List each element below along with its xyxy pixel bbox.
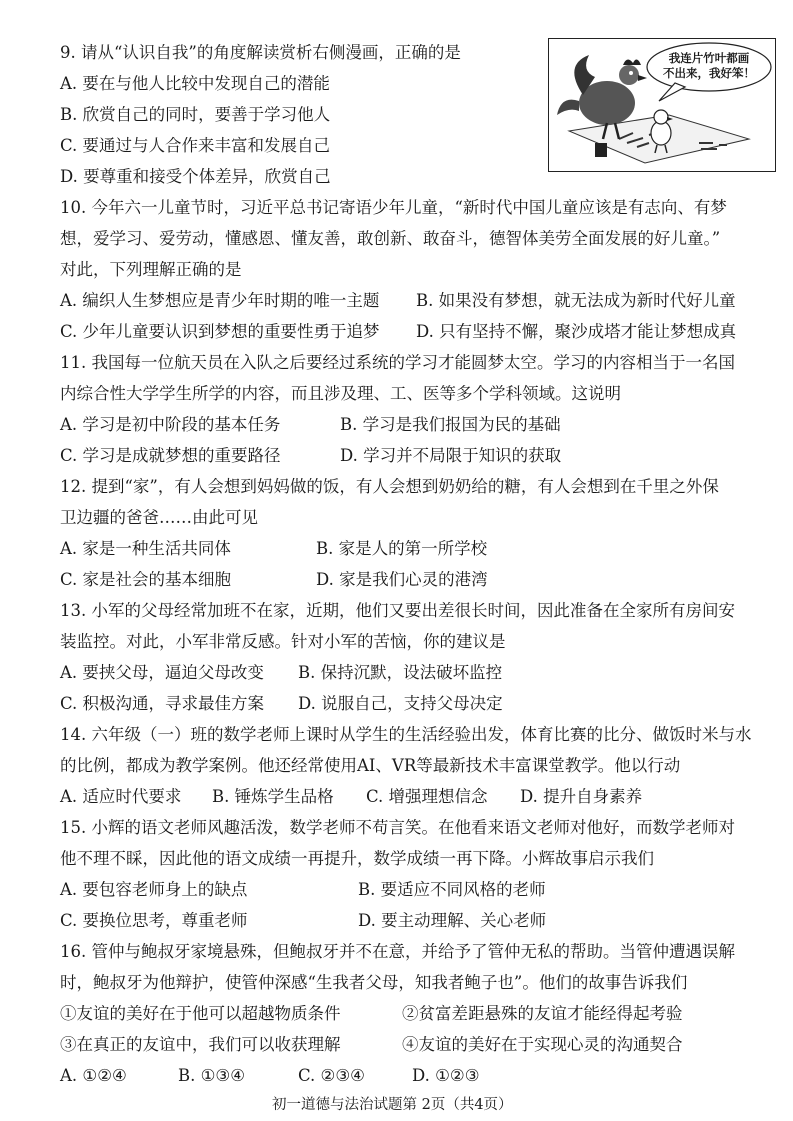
- question-15-option-c: C. 要换位思考，尊重老师: [60, 911, 248, 930]
- question-13-option-c: C. 积极沟通，寻求最佳方案: [60, 694, 265, 713]
- question-9-option-b: B. 欣赏自己的同时，要善于学习他人: [60, 105, 331, 124]
- question-15-option-a: A. 要包容老师身上的缺点: [60, 880, 248, 899]
- question-12-option-d: D. 家是我们心灵的港湾: [316, 570, 488, 589]
- question-12-option-a: A. 家是一种生活共同体: [60, 539, 231, 558]
- question-11-option-c: C. 学习是成就梦想的重要路径: [60, 446, 281, 465]
- question-14-stem-line-1: 14. 六年级（一）班的数学老师上课时从学生的生活经验出发，体育比赛的比分、做饭时米与水: [60, 725, 752, 744]
- question-12-option-b: B. 家是人的第一所学校: [316, 539, 488, 558]
- question-13-stem-line-1: 13. 小军的父母经常加班不在家，近期，他们又要出差很长时间，因此准备在全家所有房间安: [60, 601, 735, 620]
- question-16-statement-1: ①友谊的美好在于他可以超越物质条件: [60, 1004, 341, 1023]
- question-16-stem-line-1: 16. 管仲与鲍叔牙家境悬殊，但鲍叔牙并不在意，并给予了管仲无私的帮助。当管仲遭遇误解: [60, 942, 735, 961]
- question-14-stem-line-2: 的比例，都成为教学案例。他还经常使用AI、VR等最新技术丰富课堂教学。他以行动: [60, 756, 681, 775]
- question-14-option-c: C. 增强理想信念: [366, 787, 488, 806]
- question-16-option-d: D. ①②③: [412, 1066, 480, 1085]
- cartoon-image: [548, 38, 776, 172]
- question-16-statement-2: ②贫富差距悬殊的友谊才能经得起考验: [402, 1004, 683, 1023]
- question-16-statement-4: ④友谊的美好在于实现心灵的沟通契合: [402, 1035, 683, 1054]
- question-15-stem-line-1: 15. 小辉的语文老师风趣活泼，数学老师不苟言笑。在他看来语文老师对他好，而数学老师对: [60, 818, 735, 837]
- question-13-option-a: A. 要挟父母，逼迫父母改变: [60, 663, 264, 682]
- question-14-option-b: B. 锤炼学生品格: [212, 787, 334, 806]
- question-13-option-d: D. 说服自己，支持父母决定: [298, 694, 503, 713]
- question-16-option-a: A. ①②④: [60, 1066, 127, 1085]
- question-12-stem-line-1: 12. 提到“家”，有人会想到妈妈做的饭，有人会想到奶奶给的糖，有人会想到在千里之外保: [60, 477, 719, 496]
- question-15-option-d: D. 要主动理解、关心老师: [358, 911, 547, 930]
- question-10-stem-line-3: 对此，下列理解正确的是: [60, 260, 242, 279]
- cartoon-bubble-line-2: 不出来，我好笨！: [663, 66, 755, 80]
- question-11-option-a: A. 学习是初中阶段的基本任务: [60, 415, 281, 434]
- cartoon-bubble-line-1: 我连片竹叶都画: [668, 51, 750, 65]
- question-11-stem-line-1: 11. 我国每一位航天员在入队之后要经过系统的学习才能圆梦太空。学习的内容相当于一名国: [60, 353, 735, 372]
- question-10-stem-line-1: 10. 今年六一儿童节时，习近平总书记寄语少年儿童，“新时代中国儿童应该是有志向、有梦: [60, 198, 727, 217]
- question-10-option-d: D. 只有坚持不懈，聚沙成塔才能让梦想成真: [416, 322, 737, 341]
- question-16-stem-line-2: 时，鲍叔牙为他辩护，使管仲深感“生我者父母，知我者鲍子也”。他们的故事告诉我们: [60, 973, 688, 992]
- question-13-option-b: B. 保持沉默，设法破坏监控: [298, 663, 503, 682]
- question-9-option-a: A. 要在与他人比较中发现自己的潜能: [60, 74, 330, 93]
- question-10-option-a: A. 编织人生梦想应是青少年时期的唯一主题: [60, 291, 380, 310]
- question-14-option-a: A. 适应时代要求: [60, 787, 182, 806]
- question-11-stem-line-2: 内综合性大学学生所学的内容，而且涉及理、工、医等多个学科领域。这说明: [60, 384, 621, 403]
- question-16-option-c: C. ②③④: [298, 1066, 365, 1085]
- question-16-option-b: B. ①③④: [178, 1066, 245, 1085]
- question-16-statement-3: ③在真正的友谊中，我们可以收获理解: [60, 1035, 341, 1054]
- question-13-stem-line-2: 装监控。对此，小军非常反感。针对小军的苦恼，你的建议是: [60, 632, 506, 651]
- question-15-stem-line-2: 他不理不睬，因此他的语文成绩一再提升，数学成绩一再下降。小辉故事启示我们: [60, 849, 654, 868]
- page-footer: 初一道德与法治试题第 2页（共4页）: [272, 1097, 513, 1113]
- question-9-option-c: C. 要通过与人合作来丰富和发展自己: [60, 136, 331, 155]
- question-10-stem-line-2: 想，爱学习、爱劳动，懂感恩、懂友善，敢创新、敢奋斗，德智体美劳全面发展的好儿童。”: [60, 229, 721, 248]
- question-14-option-d: D. 提升自身素养: [520, 787, 643, 806]
- question-10-option-c: C. 少年儿童要认识到梦想的重要性勇于追梦: [60, 322, 380, 341]
- question-9-option-d: D. 要尊重和接受个体差异，欣赏自己: [60, 167, 331, 186]
- question-12-option-c: C. 家是社会的基本细胞: [60, 570, 232, 589]
- question-9-stem: 9. 请从“认识自我”的角度解读赏析右侧漫画，正确的是: [60, 43, 461, 62]
- question-10-option-b: B. 如果没有梦想，就无法成为新时代好儿童: [416, 291, 736, 310]
- question-11-option-d: D. 学习并不局限于知识的获取: [340, 446, 562, 465]
- question-15-option-b: B. 要适应不同风格的老师: [358, 880, 546, 899]
- question-11-option-b: B. 学习是我们报国为民的基础: [340, 415, 561, 434]
- question-12-stem-line-2: 卫边疆的爸爸……由此可见: [60, 508, 258, 527]
